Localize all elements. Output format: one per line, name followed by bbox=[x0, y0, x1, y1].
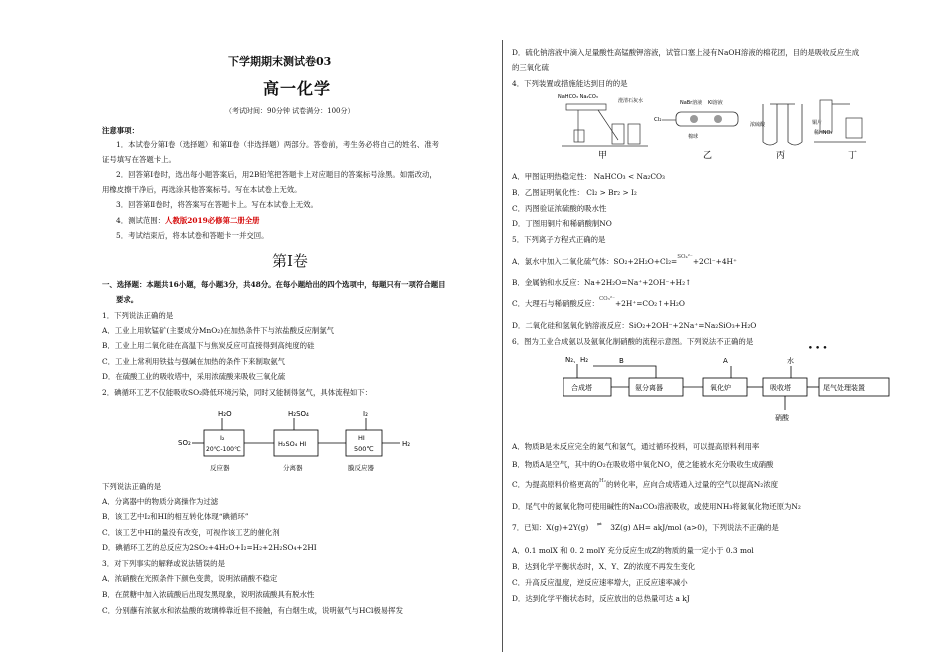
option-text: C．大理石与稀硝酸反应： bbox=[512, 299, 599, 308]
option: D．二氧化硅和氢氧化钠溶液反应：SiO₂+2OH⁻+2Na⁺=Na₂SiO₃+H₂O bbox=[512, 321, 757, 330]
option: A．浓硝酸在光照条件下颜色变黄，说明浓硝酸不稳定 bbox=[102, 574, 278, 583]
scope-value: 人教版2019必修第二册全册 bbox=[165, 216, 260, 225]
option: B．该工艺中I₂和HI的相互转化体现“碘循环” bbox=[102, 512, 249, 521]
label: 浓硫酸 bbox=[750, 122, 766, 128]
stem-text: 3Z(g) ΔH= akJ/mol (a>0)，下列说法不正确的是 bbox=[610, 523, 779, 532]
option: A．甲图证明热稳定性： NaHCO₃ < Na₂CO₃ bbox=[512, 172, 665, 181]
option: B．达到化学平衡状态时，X、Y、Z的浓度不再发生变化 bbox=[512, 562, 696, 571]
option bbox=[512, 254, 737, 268]
option: D．在硫酸工业的吸收塔中，采用浓硫酸来吸收三氧化硫 bbox=[102, 372, 286, 381]
notice-line: 证号填写在答题卡上。 bbox=[102, 155, 176, 164]
option: B．物质A是空气，其中的O₂在吸收塔中氧化NO，使之能被水充分吸收生成硝酸 bbox=[512, 460, 774, 469]
tube bbox=[566, 104, 606, 110]
trough bbox=[846, 118, 862, 138]
option: 的三氧化硫 bbox=[512, 63, 549, 72]
recycle-line bbox=[593, 366, 656, 378]
notice-line: 1．本试卷分第Ⅰ卷（选择题）和第Ⅱ卷（非选择题）两部分。答卷前，考生务必将自己的姓名、准考 bbox=[116, 140, 440, 149]
label-nitric-acid: 硝酸 bbox=[775, 414, 789, 422]
option-text: +2Cl⁻+4H⁺ bbox=[692, 257, 737, 266]
box-text: HI bbox=[358, 434, 365, 442]
box-text: 吸收塔 bbox=[770, 384, 791, 392]
box-text: 氨分离器 bbox=[635, 384, 663, 392]
apparatus-bing bbox=[750, 104, 802, 161]
question-stem: 1．下列说法正确的是 bbox=[102, 311, 174, 320]
option: C．丙图验证浓硫酸的吸水性 bbox=[512, 204, 607, 213]
label: 铜片 bbox=[812, 120, 823, 126]
option: D．尾气中的氮氧化物可使用碱性的Na₂CO₃溶液吸收，或使用NH₃将氮氧化物还原为N₂ bbox=[512, 502, 801, 511]
option: D．丁图用铜片和稀硝酸制NO bbox=[512, 219, 612, 228]
exam-title: 下学期期末测试卷03 bbox=[228, 55, 332, 68]
label-jia: 甲 bbox=[598, 151, 608, 161]
label-b: B bbox=[619, 357, 624, 365]
exam-meta: （考试时间：90分钟 试卷满分：100分） bbox=[225, 107, 355, 115]
u-tube bbox=[788, 104, 802, 145]
apparatus-yi bbox=[654, 99, 738, 161]
question-stem: 3．对下列事实的解释或说法错误的是 bbox=[102, 559, 225, 568]
part-heading: 一、选择题：本题共16小题，每小题3分，共48分。在每小题给出的四个选项中，每题只有一项符合题目 bbox=[102, 280, 446, 289]
option: C．分别蘸有浓氨水和浓盐酸的玻璃棒靠近但不接触，有白烟生成，说明氨气与HCl极易挥发 bbox=[102, 606, 403, 615]
stem-text: 7．已知：X(g)+2Y(g) bbox=[512, 523, 589, 532]
label-h2so4: H₂SO₄ bbox=[288, 410, 309, 418]
option: C．工业上常利用铁盐与强碱在加热的条件下来制取氨气 bbox=[102, 357, 286, 366]
label-water: 水 bbox=[787, 357, 794, 365]
option-text: +2H⁺=CO₂↑+H₂O bbox=[614, 299, 685, 308]
question-stem bbox=[512, 523, 779, 533]
option: B．在蔗糖中加入浓硫酸后出现发黑现象，说明浓硫酸具有脱水性 bbox=[102, 590, 315, 599]
equilibrium-arrow-icon: ⇌ bbox=[596, 521, 602, 528]
option bbox=[512, 480, 778, 491]
formula-image: H₂ bbox=[598, 478, 606, 484]
column-divider bbox=[502, 40, 503, 652]
section-title: 第Ⅰ卷 bbox=[272, 252, 308, 270]
notice-heading: 注意事项： bbox=[102, 126, 139, 135]
cotton-ball bbox=[690, 115, 698, 123]
label: NaBr溶液 bbox=[680, 100, 703, 106]
apparatus-jia bbox=[558, 94, 648, 161]
box-text: 合成塔 bbox=[571, 384, 592, 392]
option: D．达到化学平衡状态时，反应放出的总热量可达 a kJ bbox=[512, 594, 690, 603]
label-a: A bbox=[723, 357, 728, 365]
notice-line bbox=[116, 216, 260, 225]
label-so2: SO₂ bbox=[178, 439, 191, 447]
option: A．物质B是未反应完全的氮气和氢气，通过循环投料，可以提高原料利用率 bbox=[512, 442, 760, 451]
ammonia-flow-diagram bbox=[563, 352, 893, 432]
box-text: I₂ bbox=[220, 434, 225, 442]
label-n2h2: N₂、H₂ bbox=[565, 356, 589, 364]
beaker bbox=[628, 124, 640, 144]
option: B．工业上用二氧化硅在高温下与焦炭反应可直接得到高纯度的硅 bbox=[102, 341, 315, 350]
label-bing: 丙 bbox=[776, 151, 786, 161]
scope-label: 4．测试范围： bbox=[116, 216, 166, 225]
option: B．乙图证明氧化性： Cl₂ > Br₂ > I₂ bbox=[512, 188, 637, 197]
option-text: C．为提高原料价格更高的 bbox=[512, 480, 599, 489]
box-text: 尾气处理装置 bbox=[823, 384, 865, 392]
ion-image: SO₄²⁻ bbox=[677, 254, 693, 260]
iodine-cycle-diagram bbox=[178, 408, 418, 476]
apparatus-figure bbox=[558, 90, 868, 166]
option-text: A．氯水中加入二氧化硫气体：SO₂+2H₂O+Cl₂= bbox=[512, 257, 678, 266]
option-text: 的转化率，应向合成塔通入过量的空气以提高N₂浓度 bbox=[605, 480, 778, 489]
option bbox=[512, 296, 685, 310]
notice-line: 5．考试结束后，将本试卷和答题卡一并交回。 bbox=[116, 231, 269, 240]
notice-line: 3．回答第Ⅱ卷时，将答案写在答题卡上。写在本试卷上无效。 bbox=[116, 200, 318, 209]
box-text: 氧化炉 bbox=[710, 384, 731, 392]
question-stem: 4．下列装置或措施能达到目的的是 bbox=[512, 79, 628, 88]
box-text: 500℃ bbox=[354, 445, 374, 453]
subject-title: 高一化学 bbox=[263, 79, 332, 98]
box-text: 20℃-100℃ bbox=[206, 446, 241, 453]
question-stem: 6．图为工业合成氨以及氨氧化制硝酸的流程示意图。下列说法不正确的是 bbox=[512, 337, 754, 346]
notice-line: 2．回答第Ⅰ卷时，选出每小题答案后，用2B铅笔把答题卡上对应题目的答案标号涂黑。如需改动， bbox=[116, 170, 437, 179]
label: 澄清石灰水 bbox=[618, 98, 644, 104]
label: Cl₂ bbox=[654, 117, 662, 123]
apparatus-ding bbox=[812, 100, 866, 161]
question-stem: 下列说法正确的是 bbox=[102, 482, 162, 491]
pipe bbox=[598, 110, 618, 140]
cotton-ball bbox=[714, 115, 722, 123]
option: A．分离器中的物质分离操作为过滤 bbox=[102, 497, 219, 506]
glass-tube bbox=[676, 112, 738, 126]
u-tube bbox=[763, 104, 777, 145]
box-caption: 分离器 bbox=[283, 464, 303, 472]
option: B．金属钠和水反应：Na+2H₂O=Na⁺+2OH⁻+H₂↑ bbox=[512, 278, 692, 287]
label-h2: H₂ bbox=[402, 440, 411, 448]
question-stem: 2．碘循环工艺不仅能吸收SO₂降低环境污染，同时又能制得氢气，具体流程如下： bbox=[102, 388, 373, 397]
label-i2: I₂ bbox=[363, 410, 368, 418]
option: C．该工艺中HI的量没有改变，可视作该工艺的催化剂 bbox=[102, 528, 280, 537]
box-caption: 反应器 bbox=[210, 464, 230, 472]
box-text: H₂SO₄ HI bbox=[278, 440, 307, 448]
label-ding: 丁 bbox=[848, 151, 858, 161]
option: D．硫化钠溶液中滴入足量酸性高锰酸钾溶液，试管口塞上浸有NaOH溶液的棉花团，目的是吸收反应生成 bbox=[512, 48, 860, 57]
option: A．0.1 molX 和 0. 2 molY 充分反应生成Z的物质的量一定小于 0.3 mol bbox=[512, 546, 754, 555]
part-heading: 要求。 bbox=[116, 295, 139, 304]
label: 稀HNO₃ bbox=[814, 130, 833, 136]
flask bbox=[820, 100, 832, 132]
label-yi: 乙 bbox=[703, 151, 713, 161]
option: C．升高反应温度，逆反应速率增大，正反应速率减小 bbox=[512, 578, 688, 587]
label-h2o: H₂O bbox=[218, 410, 232, 418]
label: NaHCO₃ Na₂CO₃ bbox=[558, 94, 598, 100]
question-stem: 5．下列离子方程式正确的是 bbox=[512, 235, 606, 244]
label: 棉球 bbox=[688, 134, 699, 140]
burner bbox=[574, 130, 584, 142]
option: D．碘循环工艺的总反应为2SO₂+4H₂O+I₂=H₂+2H₂SO₄+2HI bbox=[102, 543, 317, 552]
option: A．工业上用软锰矿(主要成分MnO₂)在加热条件下与浓盐酸反应制氯气 bbox=[102, 326, 335, 335]
box-caption: 膜反应器 bbox=[348, 464, 374, 472]
label: KI溶液 bbox=[708, 100, 723, 106]
notice-line: 用橡皮擦干净后，再选涂其他答案标号。写在本试卷上无效。 bbox=[102, 185, 302, 194]
ion-image: CO₃²⁻ bbox=[598, 296, 615, 302]
dots: • • • bbox=[808, 343, 828, 352]
